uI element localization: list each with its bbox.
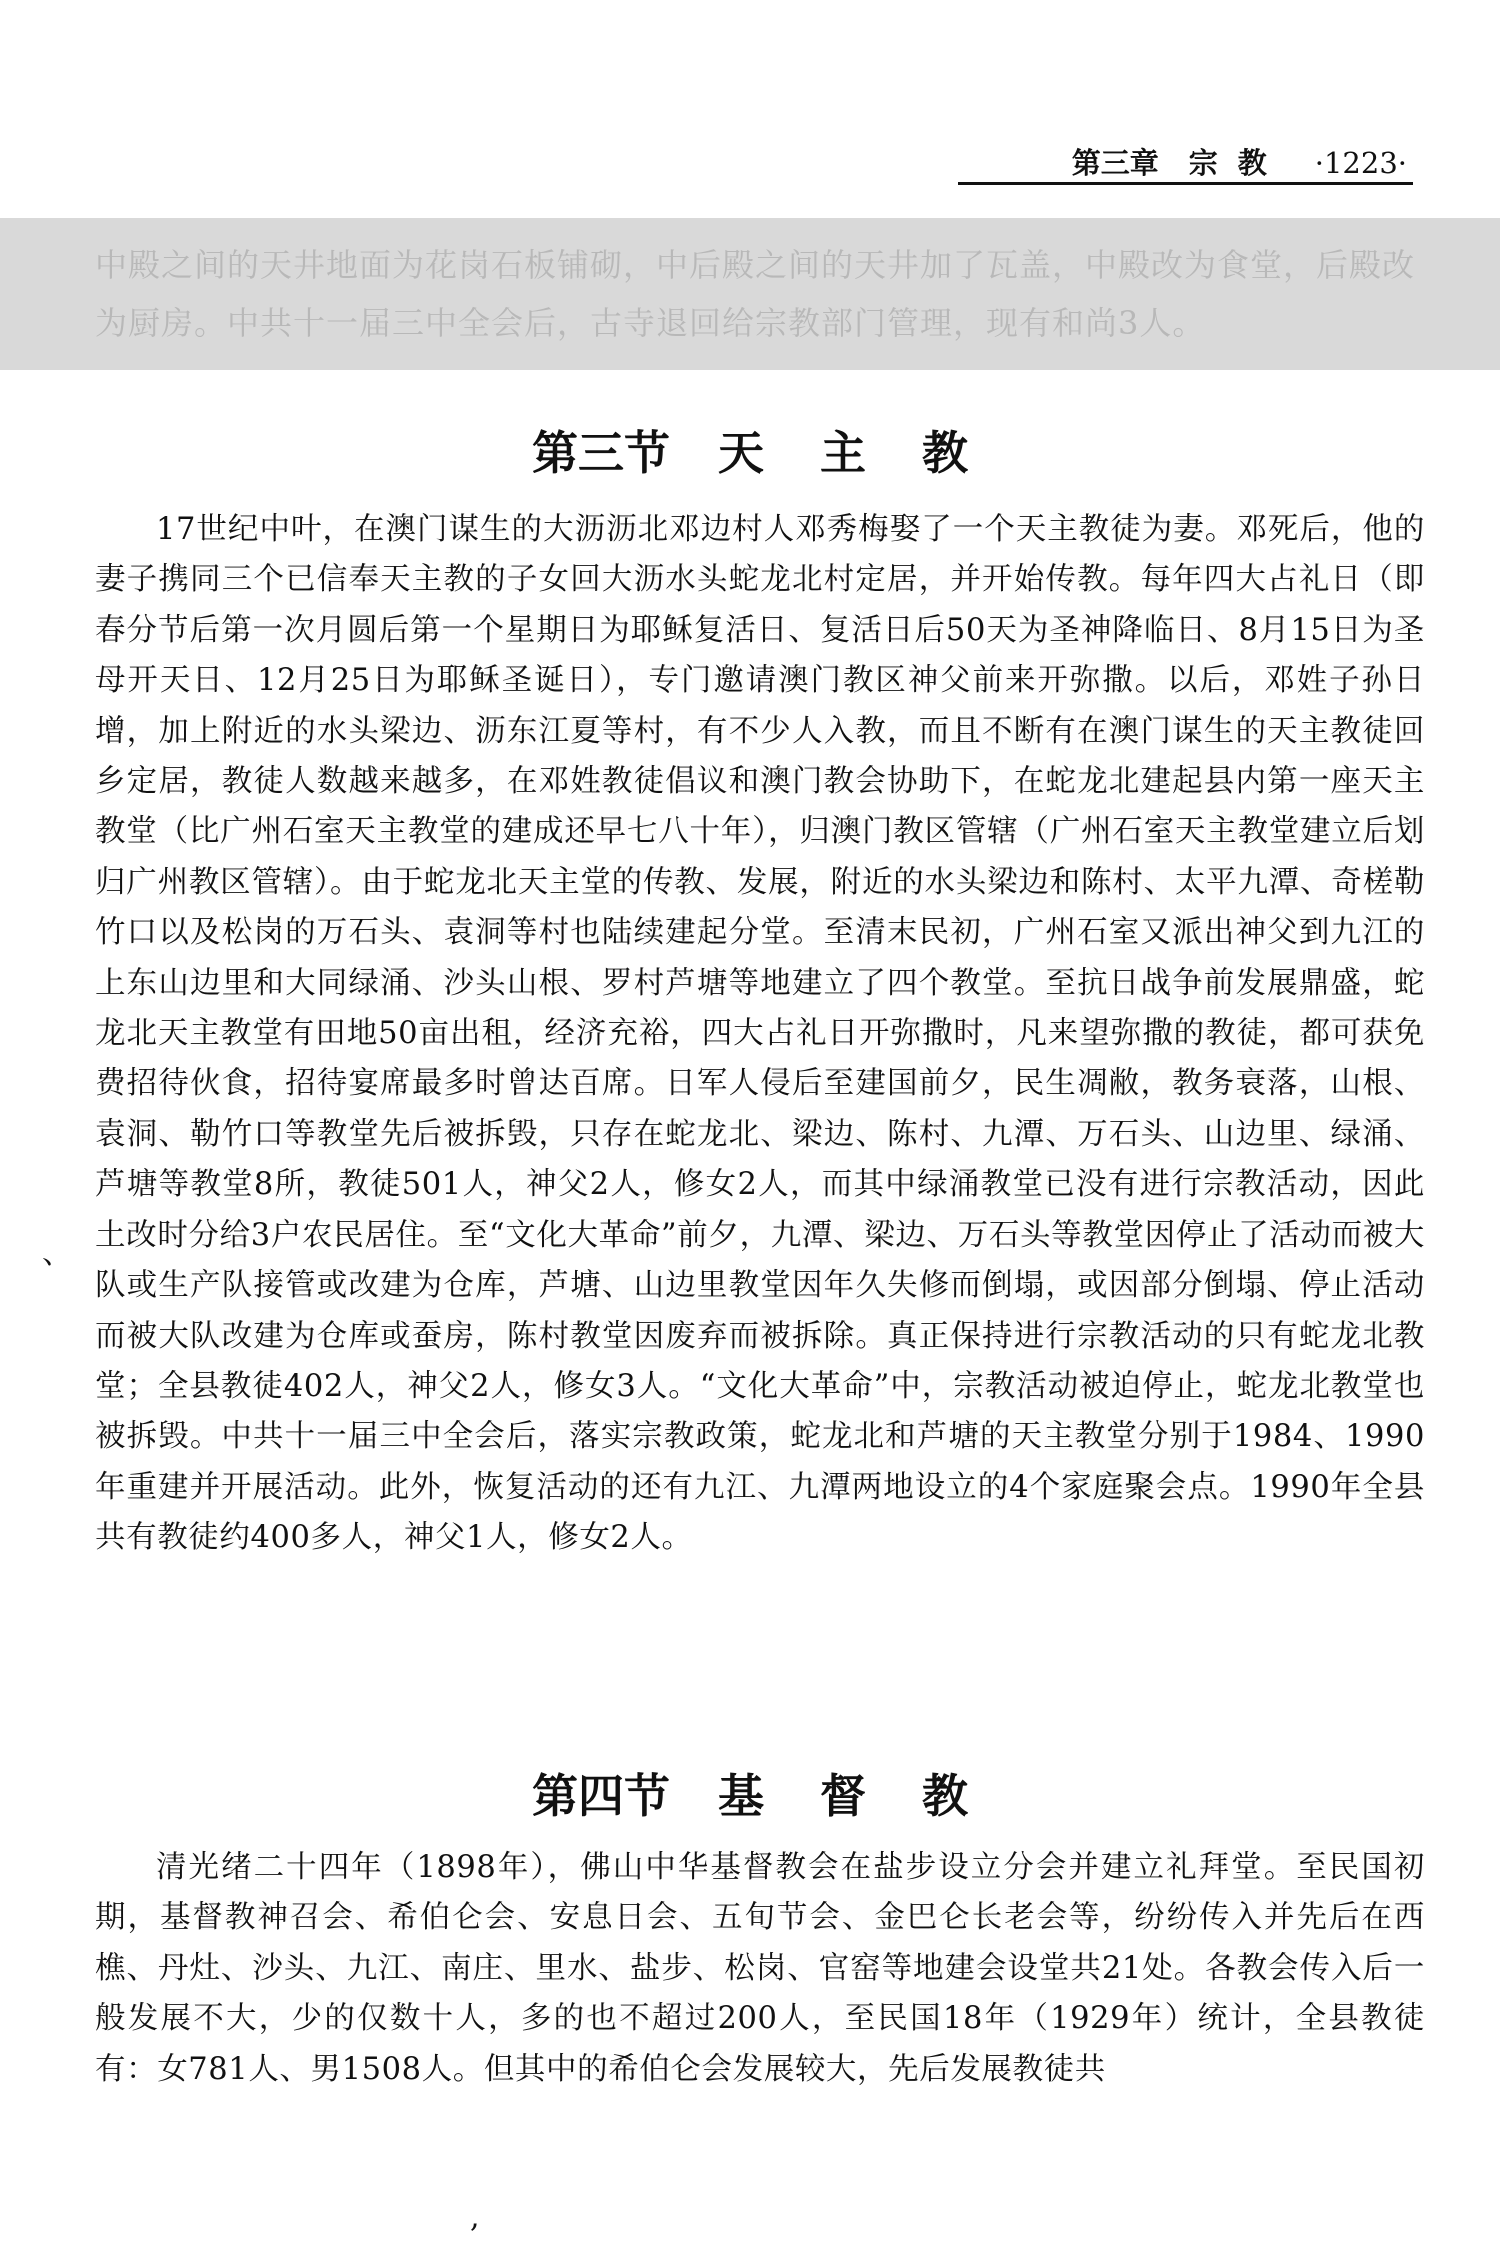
section-number: 第四节 bbox=[532, 1769, 670, 1824]
section-name: 天主教 bbox=[718, 426, 1024, 481]
previous-text-paragraph: 中殿之间的天井地面为花岗石板铺砌，中后殿之间的天井加了瓦盖，中殿改为食堂，后殿改为厨房。中共十一届三中全会后，古寺退回给宗教部门管理，现有和尚3人。 bbox=[95, 246, 1416, 342]
margin-mark: 、 bbox=[42, 1236, 72, 1271]
previous-text-band bbox=[0, 218, 1500, 370]
section-title-protestantism bbox=[0, 1766, 1500, 1826]
section-number: 第三节 bbox=[532, 426, 670, 481]
chapter-subject: 宗教 bbox=[1188, 146, 1287, 180]
chapter-label: 第三章 bbox=[1071, 146, 1159, 180]
protestantism-paragraph: 清光绪二十四年（1898年），佛山中华基督教会在盐步设立分会并建立礼拜堂。至民国初期，基督教神召会、希伯仑会、安息日会、五旬节会、金巴仑长老会等，纷纷传入并先后在西樵、丹灶、沙头、九江、南庄、里水、盐步、松岗、官窑等地建会设堂共21处。各教会传入后一般发展不大，少的仅数十人，多的也不超过200人，至民国18年（1929年）统计，全县教徒有：女781人、男1508人。但其中的希伯仑会发展较大，先后发展教徒共 bbox=[95, 1850, 1425, 2087]
catholicism-paragraph: 17世纪中叶，在澳门谋生的大沥沥北邓边村人邓秀梅娶了一个天主教徒为妻。邓死后，他的妻子携同三个已信奉天主教的子女回大沥水头蛇龙北村定居，并开始传教。每年四大占礼日（即春分节后第一次月圆后第一个星期日为耶稣复活日、复活日后50天为圣神降临日、8月15日为圣母开天日、12月25日为耶稣圣诞日），专门邀请澳门教区神父前来开弥撒。以后，邓姓子孙日增，加上附近的水头梁边、沥东江夏等村，有不少人入教，而且不断有在澳门谋生的天主教徒回乡定居，教徒人数越来越多，在邓姓教徒倡议和澳门教会协助下，在蛇龙北建起县内第一座天主教堂（比广州石室天主教堂的建成还早七八十年），归澳门教区管辖（广州石室天主教堂建立后划归广州教区管辖）。由于蛇龙北天主堂的传教、发展，附近的水头梁边和陈村、太平九潭、奇槎勒竹口以及松岗的万石头、袁洞等村也陆续建起分堂。至清末民初，广州石室又派出神父到九江的上东山边里和大同绿涌、沙头山根、罗村芦塘等地建立了四个教堂。至抗日战争前发展鼎盛，蛇龙北天主教堂有田地50亩出租，经济充裕，四大占礼日开弥撒时，凡来望弥撒的教徒，都可获免费招待伙食，招待宴席最多时曾达百席。日军人侵后至建国前夕，民生凋敝，教务衰落，山根、袁洞、勒竹口等教堂先后被拆毁，只存在蛇龙北、梁边、陈村、九潭、万石头、山边里、绿涌、芦塘等教堂8所，教徒501人，神父2人，修女2人，而其中绿涌教堂已没有进行宗教活动，因此土改时分给3户农民居住。至“文化大革命”前夕，九潭、梁边、万石头等教堂因停止了活动而被大队或生产队接管或改建为仓库，芦塘、山边里教堂因年久失修而倒塌，或因部分倒塌、停止活动而被大队改建为仓库或蚕房，陈村教堂因废弃而被拆除。真正保持进行宗教活动的只有蛇龙北教堂；全县教徒402人，神父2人，修女3人。“文化大革命”中，宗教活动被迫停止，蛇龙北教堂也被拆毁。中共十一届三中全会后，落实宗教政策，蛇龙北和芦塘的天主教堂分别于1984、1990年重建并开展活动。此外，恢复活动的还有九江、九潭两地设立的4个家庭聚会点。1990年全县共有教徒约400多人，神父1人，修女2人。 bbox=[95, 512, 1425, 1556]
section-name: 基督教 bbox=[718, 1769, 1024, 1824]
section-title-catholicism bbox=[0, 423, 1500, 483]
margin-mark: , bbox=[470, 2200, 480, 2235]
running-head bbox=[958, 141, 1413, 185]
page-number: ·1223· bbox=[1314, 146, 1407, 180]
